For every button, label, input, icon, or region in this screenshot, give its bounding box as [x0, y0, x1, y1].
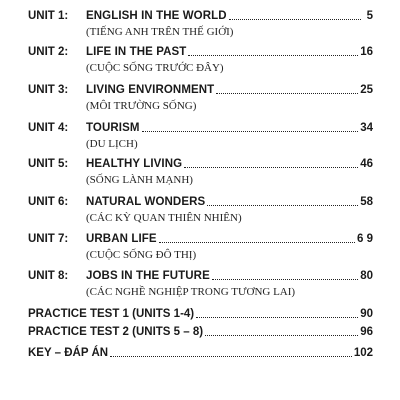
toc-row [28, 233, 373, 249]
unit-title: JOBS IN THE FUTURE [86, 270, 210, 282]
dot-leader [142, 131, 359, 132]
dot-leader [159, 242, 355, 243]
unit-title: URBAN LIFE [86, 233, 157, 245]
toc-row [28, 326, 373, 342]
page-number: 25 [360, 84, 373, 96]
unit-subtitle: (CÁC KỲ QUAN THIÊN NHIÊN) [86, 212, 242, 224]
toc-entry-answer-key[interactable] [28, 347, 373, 363]
toc-row [28, 122, 373, 138]
unit-subtitle: (CÁC NGHỀ NGHIỆP TRONG TƯƠNG LAI) [86, 286, 296, 298]
toc-entry-unit-8[interactable] [28, 270, 373, 299]
unit-label: UNIT 3: [28, 84, 69, 96]
toc-row [28, 308, 373, 324]
dot-leader [229, 19, 361, 20]
unit-subtitle: (DU LỊCH) [86, 138, 138, 150]
unit-label: UNIT 4: [28, 122, 69, 134]
dot-leader [184, 167, 358, 168]
unit-subtitle: (MÔI TRƯỜNG SỐNG) [86, 100, 197, 112]
dot-leader [110, 356, 352, 357]
dot-leader [205, 335, 358, 336]
toc-row [28, 84, 373, 100]
toc-row [28, 196, 373, 212]
page-number: 96 [360, 326, 373, 338]
unit-label: UNIT 7: [28, 233, 69, 245]
toc-row [28, 46, 373, 62]
unit-label: UNIT 8: [28, 270, 69, 282]
unit-subtitle: (CUỘC SỐNG ĐÔ THỊ) [86, 249, 197, 261]
toc-entry-unit-3[interactable] [28, 84, 373, 113]
unit-label: UNIT 1: [28, 10, 69, 22]
page-number: 6 9 [357, 233, 373, 245]
page-number: 46 [360, 158, 373, 170]
toc-row [28, 347, 373, 363]
unit-subtitle: (SỐNG LÀNH MẠNH) [86, 174, 193, 186]
unit-title: LIVING ENVIRONMENT [86, 84, 215, 96]
toc-row [28, 270, 373, 286]
entry-title: PRACTICE TEST 2 (UNITS 5 – 8) [28, 326, 204, 338]
unit-title: LIFE IN THE PAST [86, 46, 187, 58]
toc-entry-unit-6[interactable] [28, 196, 373, 225]
unit-title: TOURISM [86, 122, 140, 134]
unit-subtitle: (CUỘC SỐNG TRƯỚC ĐÂY) [86, 62, 224, 74]
dot-leader [188, 55, 358, 56]
unit-subtitle: (TIẾNG ANH TRÊN THẾ GIỚI) [86, 26, 234, 38]
unit-title: ENGLISH IN THE WORLD [86, 10, 227, 22]
toc-entry-practice-test-2[interactable] [28, 326, 373, 342]
unit-label: UNIT 5: [28, 158, 69, 170]
toc-entry-unit-1[interactable] [28, 10, 373, 39]
dot-leader [212, 279, 358, 280]
page-number: 5 [366, 10, 373, 22]
page-number: 34 [360, 122, 373, 134]
page-number: 16 [360, 46, 373, 58]
unit-label: UNIT 6: [28, 196, 69, 208]
toc-row [28, 10, 373, 26]
toc-entry-unit-2[interactable] [28, 46, 373, 75]
dot-leader [207, 205, 358, 206]
unit-label: UNIT 2: [28, 46, 69, 58]
unit-title: NATURAL WONDERS [86, 196, 206, 208]
page-number: 80 [360, 270, 373, 282]
toc-entry-unit-7[interactable] [28, 233, 373, 262]
entry-title: PRACTICE TEST 1 (UNITS 1-4) [28, 308, 195, 320]
toc-entry-unit-4[interactable] [28, 122, 373, 151]
entry-title: KEY – ĐÁP ÁN [28, 347, 109, 359]
page-number: 58 [360, 196, 373, 208]
unit-title: HEALTHY LIVING [86, 158, 183, 170]
page-number: 90 [360, 308, 373, 320]
dot-leader [196, 317, 358, 318]
dot-leader [216, 93, 358, 94]
toc-row [28, 158, 373, 174]
page-number: 102 [353, 347, 373, 359]
toc-entry-practice-test-1[interactable] [28, 308, 373, 324]
toc-entry-unit-5[interactable] [28, 158, 373, 187]
